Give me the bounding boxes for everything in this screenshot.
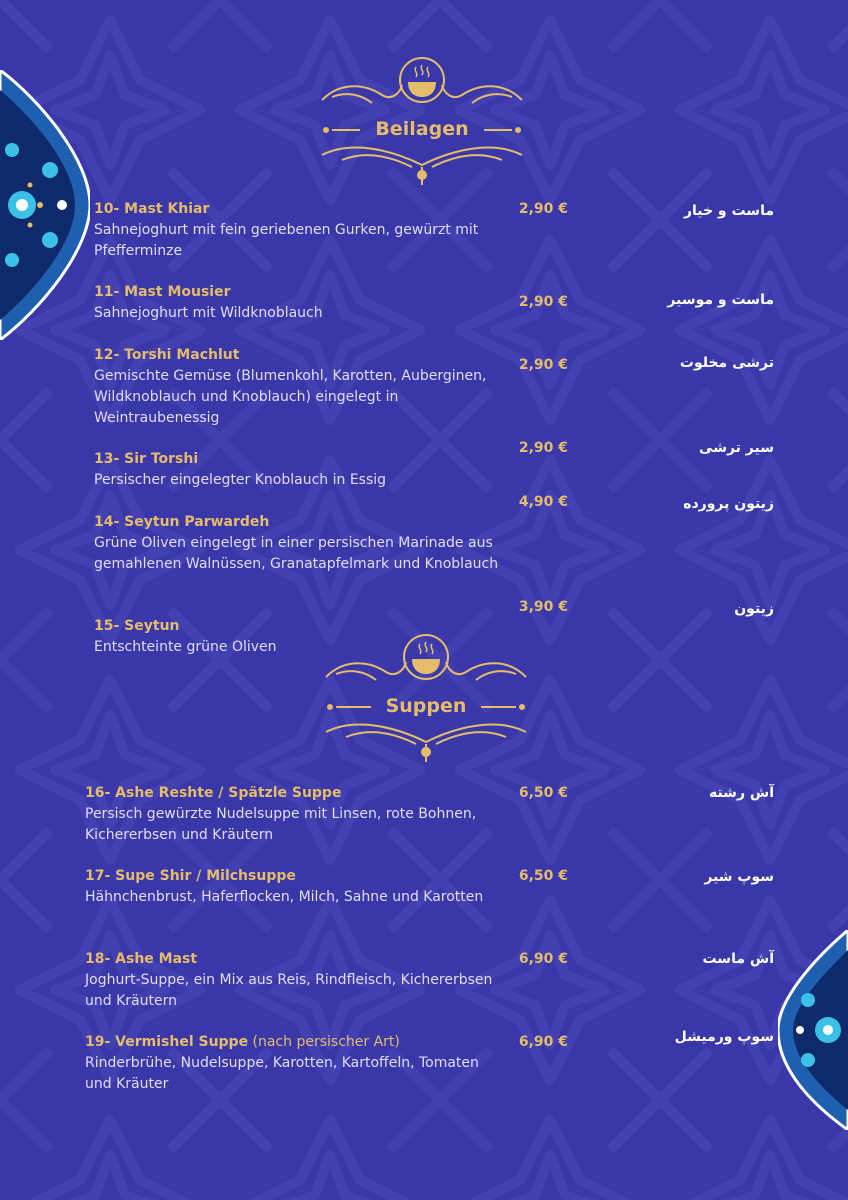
item-description: Sahnejoghurt mit fein geriebenen Gurken, gewürzt mit Pfefferminze xyxy=(94,222,479,259)
tile-ornament-bottom-right xyxy=(778,930,848,1130)
item-name-note: (nach persischer Art) xyxy=(248,1034,400,1050)
item-name: 10- Mast Khiar xyxy=(94,201,210,217)
item-description: Grüne Oliven eingelegt in einer persischen Marinade aus gemahlenen Walnüssen, Granatapfelmark und Knoblauch xyxy=(94,535,499,572)
menu-item xyxy=(85,1032,505,1095)
tile-ornament-top-left xyxy=(0,70,90,340)
item-price: 6,50 € xyxy=(518,868,568,884)
item-price: 3,90 € xyxy=(518,599,568,615)
item-description: Hähnchenbrust, Haferflocken, Milch, Sahne und Karotten xyxy=(85,889,484,905)
item-price: 2,90 € xyxy=(518,294,568,310)
item-persian-name: سیر ترشی xyxy=(699,440,774,456)
menu-item xyxy=(94,616,514,658)
item-price: 6,90 € xyxy=(518,1034,568,1050)
item-price: 6,90 € xyxy=(518,951,568,967)
item-persian-name: سوپ ورمیشل xyxy=(674,1029,774,1045)
section-title: Beilagen xyxy=(375,118,469,140)
item-name: 17- Supe Shir / Milchsuppe xyxy=(85,868,296,884)
item-description: Persischer eingelegter Knoblauch in Essig xyxy=(94,472,387,488)
item-name: 16- Ashe Reshte / Spätzle Suppe xyxy=(85,785,342,801)
section-title: Suppen xyxy=(385,695,467,717)
item-description: Rinderbrühe, Nudelsuppe, Karotten, Kartoffeln, Tomaten und Kräuter xyxy=(85,1055,479,1092)
item-persian-name: آش ماست xyxy=(702,951,774,967)
item-name: 15- Seytun xyxy=(94,618,180,634)
item-price: 2,90 € xyxy=(518,440,568,456)
item-name: 18- Ashe Mast xyxy=(85,951,198,967)
item-name: 12- Torshi Machlut xyxy=(94,347,240,363)
item-description: Entschteinte grüne Oliven xyxy=(94,639,277,655)
item-name xyxy=(85,1032,505,1053)
item-price: 2,90 € xyxy=(518,357,568,373)
menu-item xyxy=(94,199,514,262)
item-name: 13- Sir Torshi xyxy=(94,451,199,467)
item-persian-name: ماست و موسیر xyxy=(667,292,774,308)
section-header-beilagen xyxy=(312,55,532,185)
item-description: Sahnejoghurt mit Wildknoblauch xyxy=(94,305,323,321)
menu-item xyxy=(94,512,514,575)
item-persian-name: ماست و خیار xyxy=(683,203,774,219)
menu-item xyxy=(85,949,505,1012)
menu-item xyxy=(94,345,514,429)
item-name: 11- Mast Mousier xyxy=(94,284,231,300)
item-price: 2,90 € xyxy=(518,201,568,217)
item-name: 14- Seytun Parwardeh xyxy=(94,514,270,530)
item-persian-name: سوپ شیر xyxy=(704,869,774,885)
item-persian-name: زیتون پرورده xyxy=(683,496,774,512)
item-description: Gemischte Gemüse (Blumenkohl, Karotten, Auberginen, Wildknoblauch und Knoblauch) eingelegt in Weintraubenessig xyxy=(94,368,487,426)
item-persian-name: آش رشته xyxy=(708,785,774,801)
item-description: Joghurt-Suppe, ein Mix aus Reis, Rindfleisch, Kichererbsen und Kräutern xyxy=(85,972,493,1009)
menu-item xyxy=(85,866,505,908)
menu-item xyxy=(94,282,514,324)
item-description: Persisch gewürzte Nudelsuppe mit Linsen, rote Bohnen, Kichererbsen und Kräutern xyxy=(85,806,477,843)
item-price: 4,90 € xyxy=(518,494,568,510)
menu-item xyxy=(85,783,505,846)
item-persian-name: زیتون xyxy=(734,601,774,617)
menu-item xyxy=(94,449,514,491)
item-name-text: 19- Vermishel Suppe xyxy=(85,1034,249,1050)
item-persian-name: ترشی مخلوت xyxy=(679,355,774,371)
item-price: 6,50 € xyxy=(518,785,568,801)
